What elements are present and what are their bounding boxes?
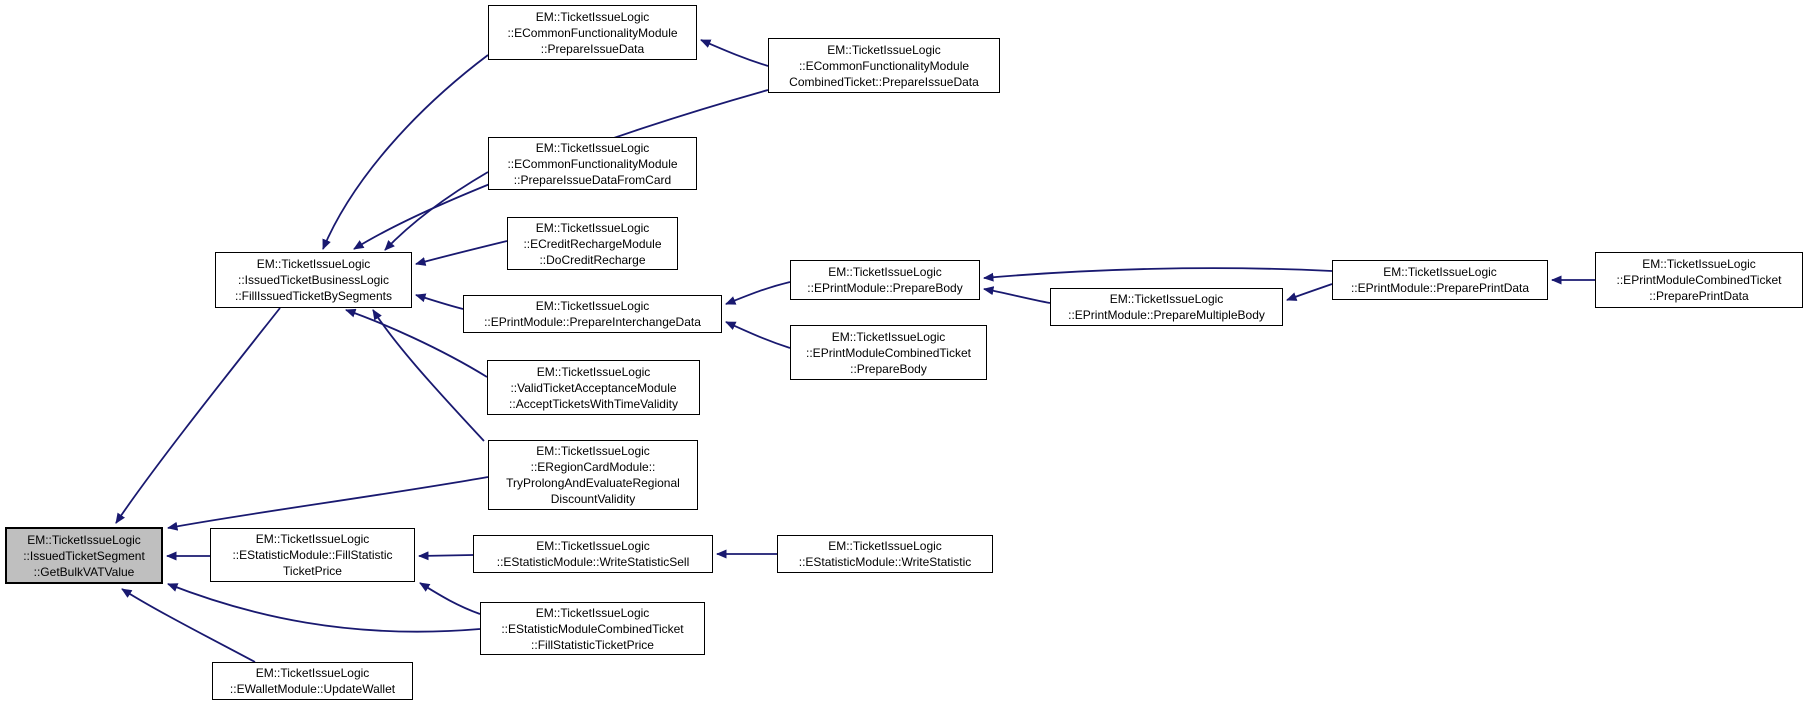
call-edge-writestatisticsell-to-fillstatisticticketprice bbox=[419, 555, 473, 556]
node-label-line: EM::TicketIssueLogic bbox=[536, 444, 650, 458]
graph-node-fillissuedticketbysegments[interactable] bbox=[215, 252, 412, 308]
call-edge-prepareissuedata-to-fillissuedticketbysegments bbox=[323, 55, 488, 249]
graph-node-preparebody[interactable] bbox=[790, 260, 980, 300]
call-edge-printcombined_preparebody-to-prepareinterchangedata bbox=[726, 322, 790, 348]
node-label-line: EM::TicketIssueLogic bbox=[256, 257, 371, 271]
graph-node-prepareprintdata[interactable] bbox=[1332, 260, 1548, 300]
call-edge-tryprolong-to-getbulkvatvalue bbox=[168, 477, 488, 528]
call-edge-combined_prepareissuedata-to-prepareissuedata bbox=[701, 40, 768, 66]
node-label-line: ::ERegionCardModule:: bbox=[530, 460, 656, 474]
node-label-line: ::GetBulkVATValue bbox=[33, 564, 135, 579]
call-edge-preparebody-to-prepareinterchangedata bbox=[726, 282, 790, 304]
node-label-line: ::IssuedTicketSegment bbox=[23, 548, 145, 563]
graph-node-combined_prepareissuedata[interactable] bbox=[768, 38, 1000, 93]
graph-node-printcombined_preparebody[interactable] bbox=[790, 325, 987, 380]
node-label-line: ::ECommonFunctionalityModule bbox=[507, 156, 678, 171]
call-edge-updatewallet-to-getbulkvatvalue bbox=[122, 589, 255, 662]
node-label-line: ::ValidTicketAcceptanceModule bbox=[510, 380, 677, 395]
call-edge-prepareissuedatafromcard-to-fillissuedticketbysegments bbox=[385, 172, 488, 250]
node-label-line: TryProlongAndEvaluateRegional bbox=[506, 476, 680, 490]
node-label-line: CombinedTicket::PrepareIssueData bbox=[789, 74, 979, 89]
call-edge-statcombined_fillstat-to-fillstatisticticketprice bbox=[420, 583, 480, 614]
node-label-line: EM::TicketIssueLogic bbox=[535, 9, 650, 24]
graph-node-writestatistic[interactable] bbox=[777, 535, 993, 573]
node-label-line: ::EStatisticModule::WriteStatistic bbox=[798, 555, 972, 569]
node-label-line: EM::TicketIssueLogic bbox=[536, 539, 650, 553]
node-label-line: ::EPrintModule::PreparePrintData bbox=[1350, 281, 1530, 295]
node-label-line: ::IssuedTicketBusinessLogic bbox=[238, 273, 389, 287]
call-edge-prepareprintdata-to-preparebody bbox=[984, 268, 1332, 278]
call-edge-prepareinterchangedata-to-fillissuedticketbysegments bbox=[416, 295, 463, 309]
node-label-line: ::EPrintModuleCombinedTicket bbox=[806, 345, 971, 360]
node-label-line: ::ECommonFunctionalityModule bbox=[507, 25, 678, 40]
node-label-line: EM::TicketIssueLogic bbox=[255, 532, 370, 546]
node-label-line: ::EStatisticModule::WriteStatisticSell bbox=[496, 555, 690, 569]
node-label-line: EM::TicketIssueLogic bbox=[827, 42, 941, 57]
graph-node-updatewallet[interactable] bbox=[212, 662, 413, 700]
graph-node-statcombined_fillstat[interactable] bbox=[480, 602, 705, 655]
node-label-line: EM::TicketIssueLogic bbox=[828, 539, 942, 553]
node-label-line: ::PreparePrintData bbox=[1649, 289, 1749, 303]
node-label-line: ::EPrintModule::PrepareMultipleBody bbox=[1068, 308, 1265, 322]
node-label-line: ::DoCreditRecharge bbox=[539, 252, 646, 267]
node-label-line: DiscountValidity bbox=[550, 492, 636, 506]
call-edge-docreditrecharge-to-fillissuedticketbysegments bbox=[416, 241, 507, 264]
node-label-line: ::FillIssuedTicketBySegments bbox=[235, 289, 392, 303]
node-label-line: ::PrepareBody bbox=[850, 361, 927, 376]
graph-node-fillstatisticticketprice[interactable] bbox=[210, 528, 415, 582]
node-label-line: ::EStatisticModule::FillStatistic bbox=[232, 548, 393, 562]
graph-node-accepttickets[interactable] bbox=[487, 360, 700, 415]
node-label-line: TicketPrice bbox=[283, 564, 342, 578]
node-label-line: EM::TicketIssueLogic bbox=[1109, 292, 1224, 306]
node-label-line: EM::TicketIssueLogic bbox=[831, 329, 946, 344]
node-label-line: ::EStatisticModuleCombinedTicket bbox=[501, 621, 684, 636]
node-label-line: ::FillStatisticTicketPrice bbox=[531, 637, 654, 652]
graph-node-writestatisticsell[interactable] bbox=[473, 535, 713, 573]
node-label-line: EM::TicketIssueLogic bbox=[27, 532, 141, 547]
graph-node-docreditrecharge[interactable] bbox=[507, 217, 678, 270]
node-label-line: ::PrepareIssueDataFromCard bbox=[513, 172, 672, 187]
node-label-line: EM::TicketIssueLogic bbox=[255, 666, 370, 680]
node-label-line: EM::TicketIssueLogic bbox=[828, 265, 942, 279]
node-label-line: EM::TicketIssueLogic bbox=[1642, 257, 1756, 271]
graph-node-getbulkvatvalue bbox=[5, 527, 163, 584]
call-edge-fillissuedticketbysegments-to-getbulkvatvalue bbox=[116, 308, 280, 523]
graph-node-prepareinterchangedata[interactable] bbox=[463, 295, 722, 333]
node-label-line: ::EPrintModuleCombinedTicket bbox=[1616, 273, 1782, 287]
node-label-line: EM::TicketIssueLogic bbox=[535, 605, 650, 620]
graph-node-prepareissuedatafromcard[interactable] bbox=[488, 137, 697, 190]
node-label-line: EM::TicketIssueLogic bbox=[535, 299, 650, 313]
call-edge-prepareprintdata-to-preparemultiplebody bbox=[1287, 284, 1332, 300]
node-label-line: EM::TicketIssueLogic bbox=[536, 364, 651, 379]
node-label-line: EM::TicketIssueLogic bbox=[1383, 265, 1497, 279]
node-label-line: ::AcceptTicketsWithTimeValidity bbox=[509, 396, 678, 411]
node-label-line: ::ECommonFunctionalityModule bbox=[798, 58, 970, 73]
call-edge-preparemultiplebody-to-preparebody bbox=[984, 289, 1050, 303]
graph-node-preparemultiplebody[interactable] bbox=[1050, 288, 1283, 326]
node-label-line: ::EPrintModule::PrepareInterchangeData bbox=[484, 315, 701, 329]
node-label-line: ::ECreditRechargeModule bbox=[523, 236, 662, 251]
node-label-line: ::EPrintModule::PrepareBody bbox=[807, 281, 963, 295]
node-label-line: ::PrepareIssueData bbox=[540, 41, 645, 56]
graph-node-printcombined_prepareprintdata[interactable] bbox=[1595, 252, 1803, 308]
node-label-line: ::EWalletModule::UpdateWallet bbox=[229, 682, 396, 696]
node-label-line: EM::TicketIssueLogic bbox=[535, 140, 650, 155]
node-label-line: EM::TicketIssueLogic bbox=[535, 220, 650, 235]
graph-node-tryprolong[interactable] bbox=[488, 440, 698, 510]
graph-node-prepareissuedata[interactable] bbox=[488, 5, 697, 60]
